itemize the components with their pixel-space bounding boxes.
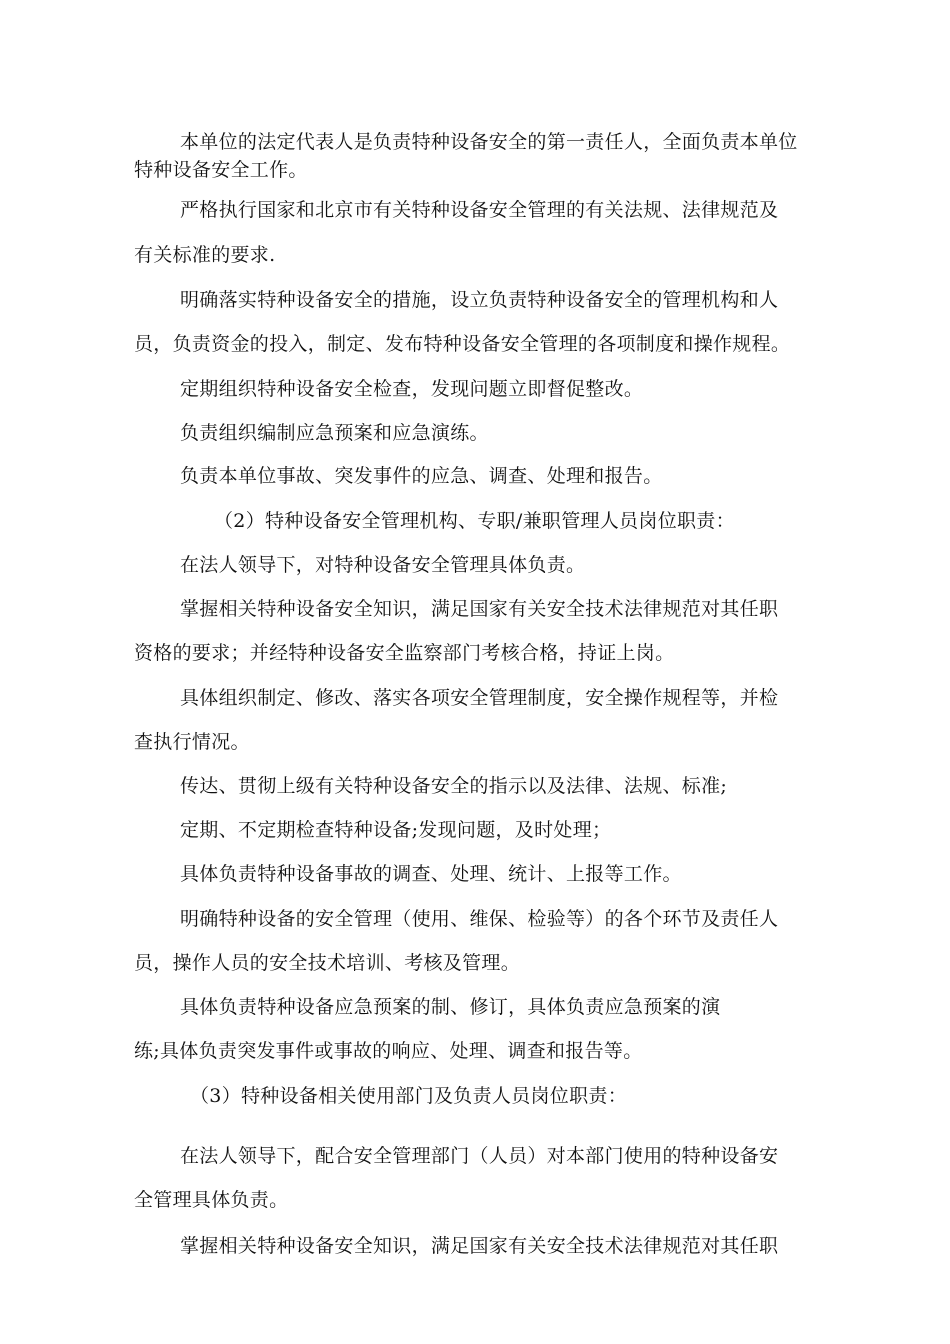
text-line-22: 练;具体负责突发事件或事故的响应、处理、调查和报告等。	[134, 1040, 643, 1062]
text-line-3: 严格执行国家和北京市有关特种设备安全管理的有关法规、法律规范及	[180, 199, 779, 221]
text-line-18: 具体负责特种设备事故的调查、处理、统计、上报等工作。	[180, 863, 682, 885]
text-line-8: 负责组织编制应急预案和应急演练。	[180, 422, 489, 444]
text-line-19: 明确特种设备的安全管理（使用、维保、检验等）的各个环节及责任人	[180, 908, 779, 930]
text-line-15: 查执行情况。	[134, 731, 250, 753]
text-line-14: 具体组织制定、修改、落实各项安全管理制度，安全操作规程等，并检	[180, 687, 779, 709]
text-line-21: 具体负责特种设备应急预案的制、修订，具体负责应急预案的演	[180, 996, 721, 1018]
text-line-17: 定期、不定期检查特种设备;发现问题，及时处理；	[180, 819, 612, 841]
text-line-16: 传达、贯彻上级有关特种设备安全的指示以及法律、法规、标准;	[180, 775, 728, 797]
text-line-2: 特种设备安全工作。	[134, 159, 308, 181]
text-line-9: 负责本单位事故、突发事件的应急、调查、处理和报告。	[180, 465, 663, 487]
section-heading-3: （3）特种设备相关使用部门及负责人员岗位职责：	[190, 1085, 627, 1107]
text-line-20: 员，操作人员的安全技术培训、考核及管理。	[134, 952, 521, 974]
text-line-7: 定期组织特种设备安全检查，发现问题立即督促整改。	[180, 378, 644, 400]
text-line-6: 员，负责资金的投入，制定、发布特种设备安全管理的各项制度和操作规程。	[134, 333, 791, 355]
text-line-5: 明确落实特种设备安全的措施，设立负责特种设备安全的管理机构和人	[180, 289, 779, 311]
text-line-13: 资格的要求；并经特种设备安全监察部门考核合格，持证上岗。	[134, 642, 675, 664]
text-line-26: 掌握相关特种设备安全知识，满足国家有关安全技术法律规范对其任职	[180, 1235, 779, 1257]
section-heading-2: （2）特种设备安全管理机构、专职/兼职管理人员岗位职责：	[214, 510, 735, 532]
text-line-4: 有关标准的要求.	[134, 244, 276, 266]
text-line-24: 在法人领导下，配合安全管理部门（人员）对本部门使用的特种设备安	[180, 1145, 779, 1167]
text-line-25: 全管理具体负责。	[134, 1189, 289, 1211]
text-line-11: 在法人领导下，对特种设备安全管理具体负责。	[180, 554, 586, 576]
text-line-12: 掌握相关特种设备安全知识，满足国家有关安全技术法律规范对其任职	[180, 598, 779, 620]
text-line-1: 本单位的法定代表人是负责特种设备安全的第一责任人，全面负责本单位	[180, 131, 798, 153]
